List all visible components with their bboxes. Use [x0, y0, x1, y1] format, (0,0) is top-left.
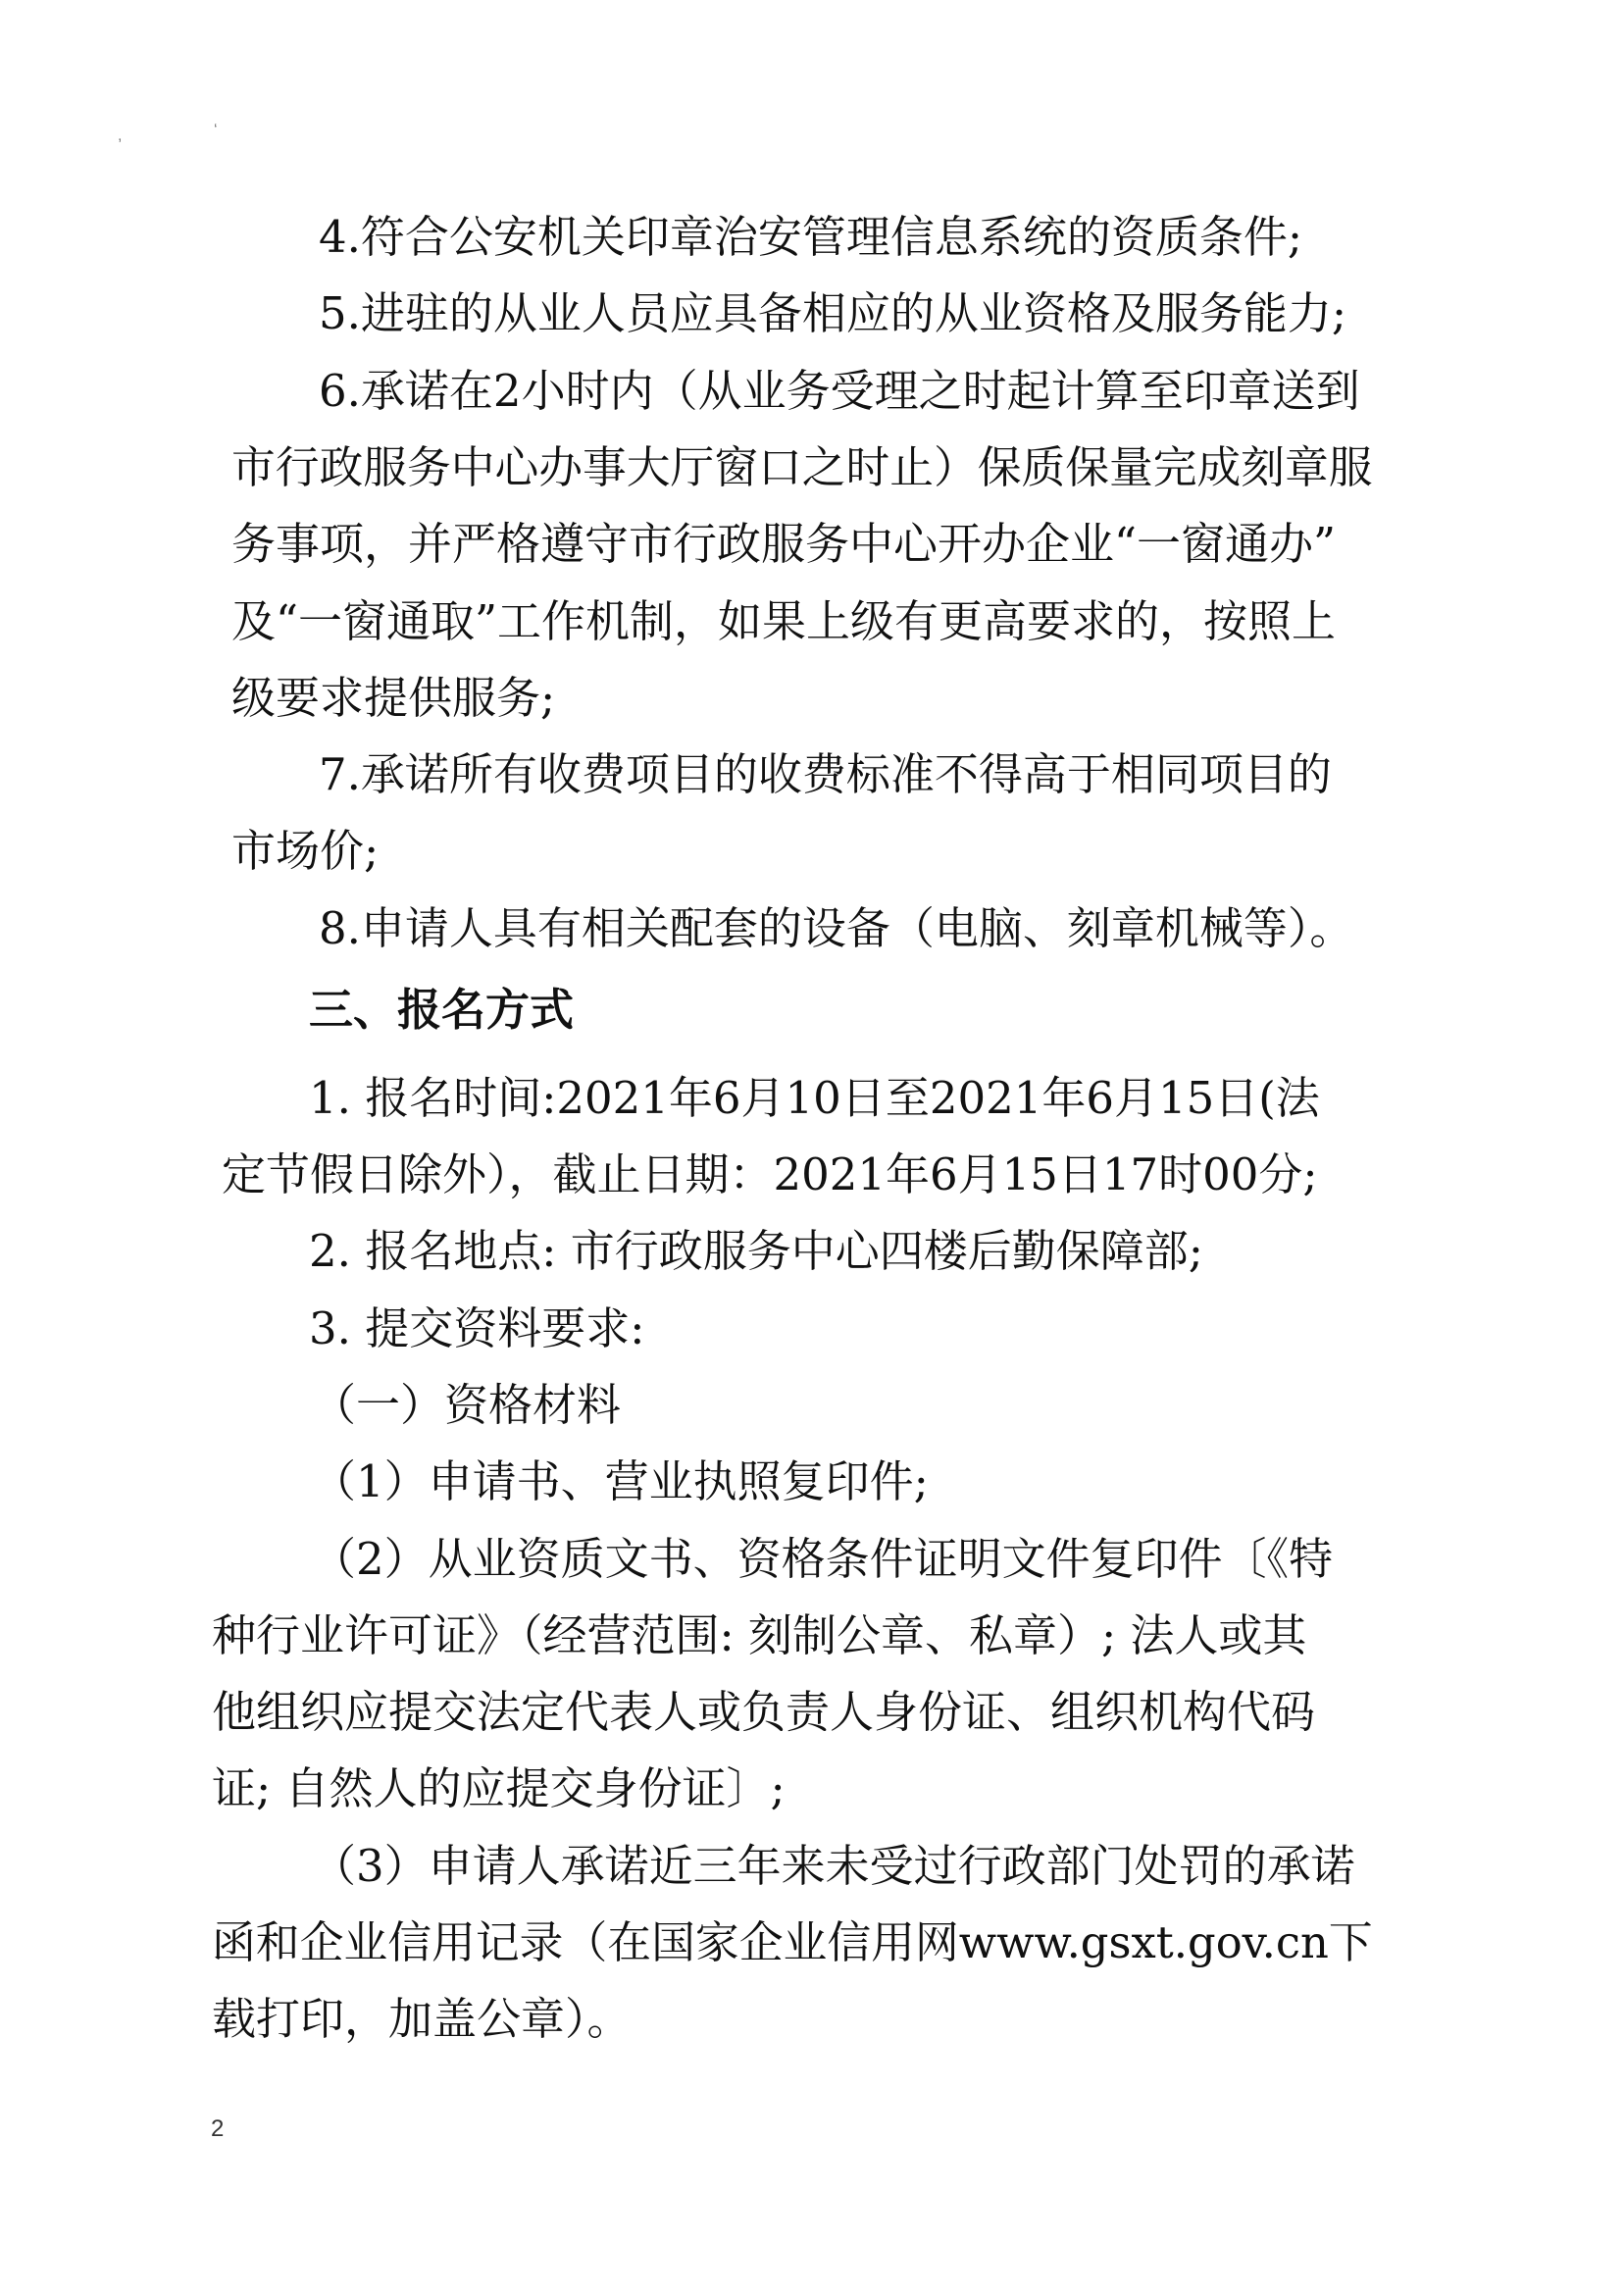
text-line: 7.承诺所有收费项目的收费标准不得高于相同项目的: [319, 748, 1332, 800]
text-line: 级要求提供服务;: [231, 672, 556, 724]
page-number: 2: [211, 2115, 225, 2142]
text-line: （一）资格材料: [312, 1379, 622, 1431]
text-line: 及“一窗通取”工作机制，如果上级有更高要求的，按照上: [231, 595, 1337, 647]
text-line: 务事项，并严格遵守市行政服务中心开办企业“一窗通办”: [231, 518, 1337, 570]
text-line: 他组织应提交法定代表人或负责人身份证、组织机构代码: [212, 1686, 1316, 1738]
text-line: 4.符合公安机关印章治安管理信息系统的资质条件;: [319, 211, 1303, 263]
text-line: 种行业许可证》（经营范围: 刻制公章、私章）; 法人或其: [212, 1609, 1307, 1661]
text-line: 定节假日除外），截止日期：2021年6月15日17时00分;: [222, 1148, 1318, 1200]
scan-mark: ,: [118, 127, 123, 144]
text-line: 5.进驻的从业人员应具备相应的从业资格及服务能力;: [319, 287, 1347, 339]
text-line: 证; 自然人的应提交身份证〕;: [212, 1762, 786, 1814]
text-line: 3. 提交资料要求:: [309, 1302, 645, 1354]
text-line: 市行政服务中心办事大厅窗口之时止）保质保量完成刻章服: [231, 441, 1373, 493]
section-heading: 三、报名方式: [309, 984, 575, 1036]
text-line: 8.申请人具有相关配套的设备（电脑、刻章机械等）。: [319, 902, 1354, 954]
text-line: （2）从业资质文书、资格条件证明文件复印件〔《特: [312, 1533, 1334, 1585]
scan-mark: ‘: [214, 122, 218, 138]
text-line: 函和企业信用记录（在国家企业信用网www.gsxt.gov.cn下: [212, 1916, 1373, 1968]
text-line: 载打印，加盖公章）。: [212, 1993, 632, 2045]
text-line: 2. 报名地点: 市行政服务中心四楼后勤保障部;: [309, 1225, 1203, 1277]
text-line: 6.承诺在2小时内（从业务受理之时起计算至印章送到: [319, 365, 1360, 417]
text-line: 市场价;: [231, 825, 380, 877]
text-line: （3）申请人承诺近三年来未受过行政部门处罚的承诺: [312, 1840, 1355, 1892]
text-line: （1）申请书、营业执照复印件;: [312, 1455, 929, 1507]
text-line: 1. 报名时间:2021年6月10日至2021年6月15日(法: [309, 1072, 1320, 1124]
